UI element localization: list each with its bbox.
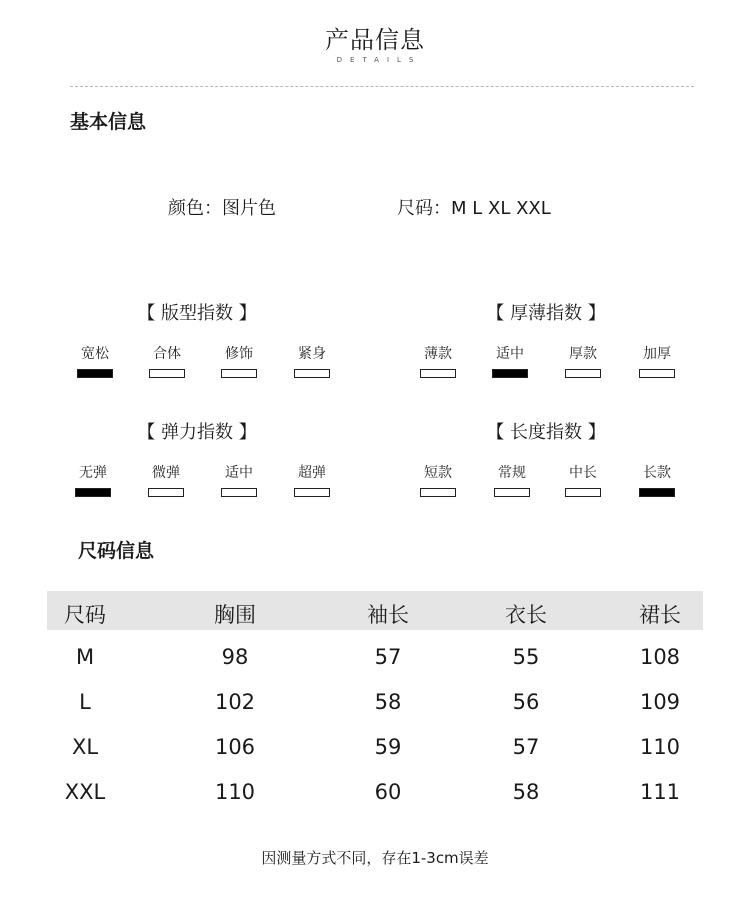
elasticity-index-title: 【 弹力指数 】 [137, 422, 257, 443]
page-subtitle: DETAILS [336, 56, 422, 64]
option-indicator [221, 369, 257, 378]
table-cell: L [79, 690, 91, 714]
option-label: 薄款 [424, 346, 452, 362]
option-indicator [565, 488, 601, 497]
table-cell: 57 [512, 735, 540, 759]
elasticity-option [147, 464, 185, 497]
fit-index-title: 【 版型指数 】 [137, 303, 257, 324]
page-title: 产品信息 [325, 26, 425, 54]
table-cell: XXL [64, 780, 106, 804]
table-header-cell: 袖长 [367, 603, 409, 627]
option-label: 常规 [498, 465, 526, 481]
fit-option [76, 345, 114, 378]
option-label: 适中 [225, 465, 253, 481]
table-header-cell: 胸围 [214, 603, 256, 627]
table-cell: 98 [221, 645, 249, 669]
option-indicator [420, 488, 456, 497]
table-cell: 109 [639, 690, 681, 714]
thickness-option [564, 345, 602, 378]
dashed-divider [70, 86, 694, 87]
elasticity-option [74, 464, 112, 497]
option-label: 微弹 [152, 465, 180, 481]
table-cell: 59 [374, 735, 402, 759]
option-indicator [639, 488, 675, 497]
thickness-option [638, 345, 676, 378]
fit-option [148, 345, 186, 378]
option-label: 紧身 [298, 346, 326, 362]
fit-option [293, 345, 331, 378]
table-cell: 111 [639, 780, 681, 804]
option-indicator [75, 488, 111, 497]
table-cell: 106 [214, 735, 256, 759]
fit-option [220, 345, 258, 378]
thickness-option [419, 345, 457, 378]
table-header-cell: 尺码 [64, 603, 106, 627]
option-indicator [148, 488, 184, 497]
length-option [493, 464, 531, 497]
option-label: 超弹 [298, 465, 326, 481]
option-indicator [565, 369, 601, 378]
table-cell: 110 [639, 735, 681, 759]
option-label: 适中 [496, 346, 524, 362]
thickness-index-title: 【 厚薄指数 】 [486, 303, 606, 324]
table-cell: 102 [214, 690, 256, 714]
option-indicator [294, 369, 330, 378]
size-info-title: 尺码信息 [78, 540, 155, 562]
table-header-cell: 衣长 [505, 603, 547, 627]
option-indicator [420, 369, 456, 378]
option-indicator [221, 488, 257, 497]
option-indicator [494, 488, 530, 497]
option-label: 加厚 [643, 346, 671, 362]
option-label: 厚款 [569, 346, 597, 362]
measurement-note: 因测量方式不同，存在1-3cm误差 [261, 849, 489, 867]
size-options-info: 尺码：M L XL XXL [397, 198, 551, 219]
table-cell: 58 [374, 690, 402, 714]
color-info: 颜色：图片色 [168, 198, 276, 219]
table-cell: 56 [512, 690, 540, 714]
option-label: 修饰 [225, 346, 253, 362]
table-cell: 108 [639, 645, 681, 669]
option-indicator [492, 369, 528, 378]
option-label: 合体 [153, 346, 181, 362]
table-header-cell: 裙长 [639, 603, 681, 627]
table-cell: 55 [512, 645, 540, 669]
option-label: 无弹 [79, 465, 107, 481]
table-cell: 110 [214, 780, 256, 804]
length-option [419, 464, 457, 497]
option-label: 短款 [424, 465, 452, 481]
option-indicator [149, 369, 185, 378]
option-indicator [639, 369, 675, 378]
table-cell: M [75, 645, 95, 669]
table-cell: XL [71, 735, 99, 759]
table-cell: 60 [374, 780, 402, 804]
basic-info-title: 基本信息 [70, 111, 147, 133]
elasticity-option [220, 464, 258, 497]
table-cell: 58 [512, 780, 540, 804]
option-indicator [77, 369, 113, 378]
length-option [638, 464, 676, 497]
option-label: 宽松 [81, 346, 109, 362]
length-index-title: 【 长度指数 】 [486, 422, 606, 443]
length-option [564, 464, 602, 497]
option-label: 中长 [569, 465, 597, 481]
table-cell: 57 [374, 645, 402, 669]
option-label: 长款 [643, 465, 671, 481]
elasticity-option [293, 464, 331, 497]
thickness-option [491, 345, 529, 378]
option-indicator [294, 488, 330, 497]
